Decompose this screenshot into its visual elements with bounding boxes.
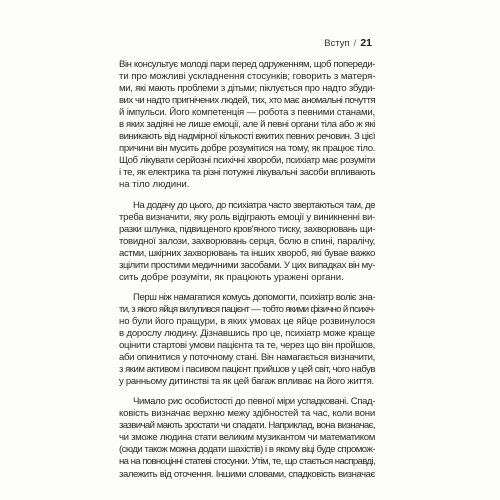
text-line: в яких задіяні не лише емоції, але й певні органи тіла або ж які <box>119 119 375 131</box>
chapter-title: Вступ <box>324 38 350 49</box>
text-line: разки шлунка, підвищеного кров'яного тиску, захворювань щи- <box>119 223 375 235</box>
text-line: зцілити простими медичними засобами. У цих випадках він му- <box>119 259 375 271</box>
text-line: з яким активом і пасивом пацієнт прийшов у цей світ, чого набув <box>119 364 375 376</box>
text-line: сить добре розуміти, як працюють уражені органи. <box>119 271 344 283</box>
paragraph-1 <box>119 59 375 192</box>
text-line: причини він мусить добре розумітися на тому, як працює тіло. <box>119 143 375 155</box>
text-line: на тіло людини. <box>119 179 190 191</box>
text-line: На додачу до цього, до психіатра часто звертаються там, де <box>133 199 375 211</box>
text-line: на на повноцінні статеві стосунки. Утім, те, що стається насправді, <box>119 456 375 468</box>
text-line: аби опинитися у поточному стані. Він намагається визначити, <box>119 352 375 364</box>
page-number: 21 <box>360 37 372 49</box>
text-line: треба визначити, яку роль відіграють емоції у виникненні ви- <box>119 211 375 223</box>
text-line: зазвичай мають зростати чи спадати. Наприклад, вона визначає, <box>119 420 375 432</box>
paragraph-4 <box>119 396 375 480</box>
text-line: товидної залози, захворювань серця, болю в спині, паралічу, <box>119 235 375 247</box>
text-line: у ранньому дитинстві та як цей багаж впливає на його життя. <box>119 376 374 388</box>
text-line: вих чи надто пригнічених людей, тих, хто має аномальні почуття <box>119 95 375 107</box>
text-line: Перш ніж намагатися комусь допомогти, психіатр воліє зна- <box>133 291 375 303</box>
running-head <box>324 37 372 49</box>
text-line: чи зможе людина стати великим музикантом чи математиком <box>119 432 375 444</box>
text-line: в дорослу людину. Дізнавшись про це, психіатр може краще <box>119 327 375 339</box>
text-line: оцінити стартові умови пацієнта та те, через що він пройшов, <box>119 340 375 352</box>
text-line: ти, з якого яйця вилупився пацієнт — тобто якими фізично й психіч- <box>119 303 375 315</box>
text-line: Він консультує молоді пари перед одруженням, щоб попереди- <box>119 59 375 70</box>
text-line: і те, як електрика та різні потужні лікувальні засоби впливають <box>119 167 375 179</box>
text-line: Чимало рис особистості до певної міри успадковані. Спад- <box>133 396 375 408</box>
paragraph-3 <box>119 292 375 388</box>
text-line: ти про можливі ускладнення стосунків; говорить з матеря- <box>119 71 375 83</box>
text-line: виникають від надмірної кількості вжитих певних речовин. З цієї <box>119 131 375 143</box>
text-line: но були його пращури, в яких умовах це яйце розвинулося <box>119 315 375 327</box>
paragraph-2 <box>119 200 375 284</box>
text-line: Щоб лікувати серйозні психічні хвороби, психіатр має розуміти <box>119 155 375 167</box>
text-line: ми, які мають проблеми з дітьми; піклується про надто збуди- <box>119 83 375 95</box>
text-line: (сюди також можна додати шахістів) і в якому віці буде спромож- <box>119 444 375 456</box>
text-line: й імпульси. Його компетенція — робота з певними станами, <box>119 107 375 119</box>
header-separator: / <box>353 38 357 49</box>
text-line: залежить від оточення. Іншими словами, спадковість визначає <box>119 468 375 480</box>
text-line: астми, шкірних захворювань та інших хвороб, які бувае важко <box>119 247 375 259</box>
body-text <box>119 59 375 481</box>
text-line: ковість визначає верхню межу здібностей та час, коли вони <box>119 408 375 420</box>
